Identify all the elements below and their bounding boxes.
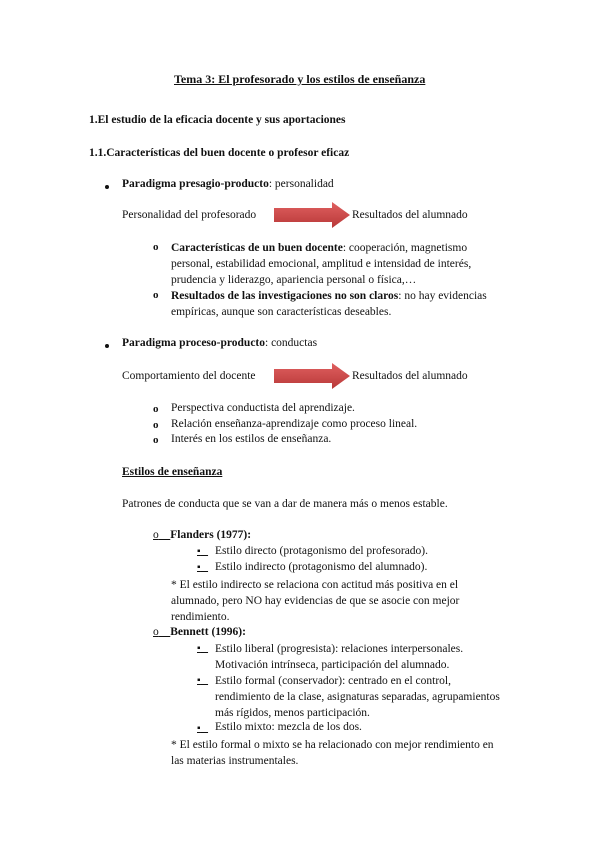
- paradigm-proceso: [122, 337, 317, 349]
- flanders-note: * El estilo indirecto se relaciona con actitud más positiva en el alumnado, pero NO hay evidencias de que se asocie con mejor rendimiento.: [171, 579, 460, 623]
- item-text: : no hay evidencias: [398, 290, 487, 302]
- paradigm-proceso-label: Paradigma proceso-producto: [122, 337, 265, 349]
- right-arrow-icon: [274, 363, 350, 389]
- square-bullet-icon: ▪: [197, 675, 201, 686]
- bennett-item: Estilo mixto: mezcla de los dos.: [215, 721, 362, 733]
- flow-right-resultados: Resultados del alumnado: [352, 209, 468, 221]
- square-bullet-icon: ▪: [197, 723, 201, 734]
- item-bold: Características de un buen docente: [171, 242, 343, 254]
- square-bullet-icon: ▪: [197, 546, 201, 557]
- item-text: : cooperación, magnetismo: [342, 242, 468, 254]
- bennett-note: * El estilo formal o mixto se ha relacionado con mejor rendimiento en las materias instrumentales.: [171, 739, 494, 767]
- paradigm-presagio-label: Paradigma presagio-producto: [122, 178, 269, 190]
- flanders-name: Flanders (1977):: [170, 529, 252, 541]
- square-bullet-icon: ▪: [197, 562, 201, 573]
- sub-bullet-icon: o: [153, 403, 159, 415]
- paradigm-presagio-rest: : personalidad: [268, 178, 334, 190]
- list-item: [171, 288, 531, 320]
- bennett-item: Estilo formal (conservador): centrado en el control, rendimiento de la clase, asignaturas separadas, agrupamientos más rígidos, menos participación.: [215, 675, 500, 719]
- page-title: Tema 3: El profesorado y los estilos de enseñanza: [174, 72, 426, 86]
- estilos-intro: Patrones de conducta que se van a dar de manera más o menos estable.: [122, 498, 448, 510]
- item-text: personal, estabilidad emocional, amplitud e intensidad de interés,: [171, 258, 472, 270]
- list-item: Interés en los estilos de enseñanza.: [171, 433, 332, 445]
- square-bullet-icon: ▪: [197, 643, 201, 654]
- bennett-heading: [153, 626, 246, 638]
- sub-bullet-icon: o: [153, 241, 159, 253]
- sub-bullet-icon: o: [153, 434, 159, 446]
- item-text: prudencia y liderazgo, apariencia personal o física,…: [171, 274, 417, 286]
- paradigm-presagio: [122, 178, 334, 190]
- flow-left-comportamiento: Comportamiento del docente: [122, 370, 256, 382]
- list-item: [171, 240, 531, 288]
- bennett-name: Bennett (1996):: [170, 626, 246, 638]
- paradigm-proceso-rest: : conductas: [265, 337, 318, 349]
- estilos-heading: Estilos de enseñanza: [122, 466, 223, 478]
- sub-bullet-icon: o: [153, 529, 159, 541]
- sub-bullet-icon: o: [153, 289, 159, 301]
- bullet-icon: [105, 344, 109, 348]
- bennett-item: Estilo liberal (progresista): relaciones interpersonales. Motivación intrínseca, participación del alumnado.: [215, 643, 464, 671]
- list-item: Perspectiva conductista del aprendizaje.: [171, 402, 355, 414]
- section-heading-1-1: 1.1.Características del buen docente o profesor eficaz: [89, 147, 350, 159]
- flanders-item: Estilo directo (protagonismo del profesorado).: [215, 545, 429, 557]
- right-arrow-icon: [274, 202, 350, 228]
- list-item: Relación enseñanza-aprendizaje como proceso lineal.: [171, 418, 418, 430]
- flow-right-resultados: Resultados del alumnado: [352, 370, 468, 382]
- sub-bullet-icon: o: [153, 419, 159, 431]
- item-text: empíricas, aunque son características deseables.: [171, 306, 392, 318]
- sub-bullet-icon: o: [153, 626, 159, 638]
- flanders-item: Estilo indirecto (protagonismo del alumnado).: [215, 561, 428, 573]
- item-bold: Resultados de las investigaciones no son claros: [171, 290, 399, 302]
- flanders-heading: [153, 529, 251, 541]
- section-heading-1: 1.El estudio de la eficacia docente y sus aportaciones: [89, 114, 346, 126]
- bullet-icon: [105, 185, 109, 189]
- flow-left-personalidad: Personalidad del profesorado: [122, 209, 257, 221]
